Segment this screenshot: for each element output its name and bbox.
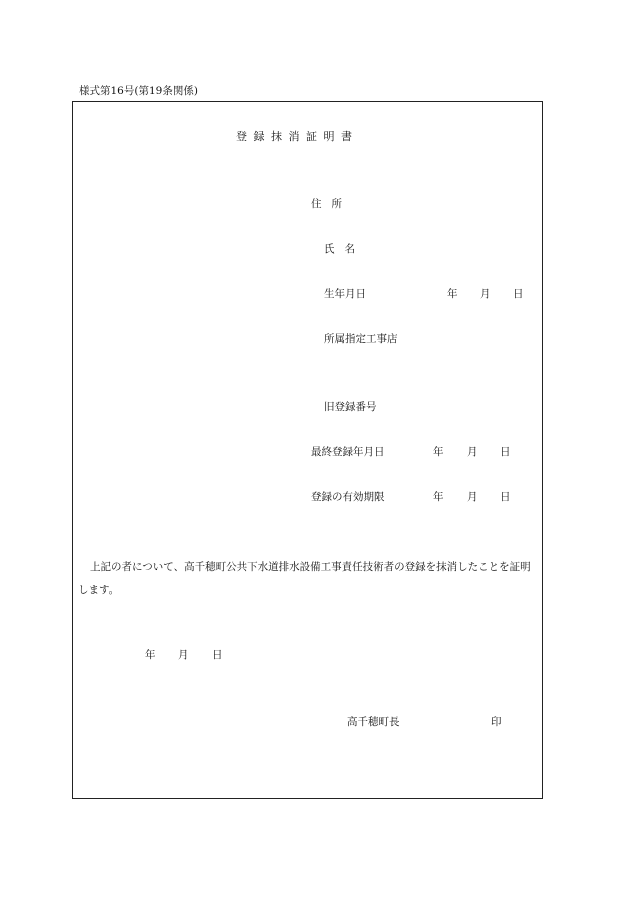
birthdate-label: 生年月日 bbox=[324, 288, 366, 300]
validity-label: 登録の有効期限 bbox=[311, 491, 385, 503]
issue-year-unit: 年 bbox=[145, 649, 156, 661]
seal-mark: 印 bbox=[491, 716, 502, 728]
address-label: 住所 bbox=[311, 198, 352, 210]
document-title: 登録抹消証明書 bbox=[236, 130, 359, 143]
issue-day-unit: 日 bbox=[212, 649, 223, 661]
office-label: 所属指定工事店 bbox=[324, 333, 398, 345]
issuer-title: 高千穂町長 bbox=[347, 716, 400, 728]
name-label: 氏名 bbox=[324, 243, 365, 255]
form-number: 様式第16号(第19条関係) bbox=[79, 85, 198, 97]
validity-day-unit: 日 bbox=[500, 491, 511, 503]
validity-month-unit: 月 bbox=[467, 491, 478, 503]
birthdate-day-unit: 日 bbox=[513, 288, 524, 300]
birthdate-month-unit: 月 bbox=[480, 288, 491, 300]
last-reg-month-unit: 月 bbox=[467, 446, 478, 458]
birthdate-year-unit: 年 bbox=[447, 288, 458, 300]
validity-year-unit: 年 bbox=[433, 491, 444, 503]
issue-month-unit: 月 bbox=[178, 649, 189, 661]
last-registration-date-label: 最終登録年月日 bbox=[311, 446, 385, 458]
certification-statement: 上記の者について、高千穂町公共下水道排水設備工事責任技術者の登録を抹消したことを証明します。 bbox=[78, 561, 531, 596]
last-reg-day-unit: 日 bbox=[500, 446, 511, 458]
last-reg-year-unit: 年 bbox=[433, 446, 444, 458]
old-registration-number-label: 旧登録番号 bbox=[324, 401, 377, 413]
